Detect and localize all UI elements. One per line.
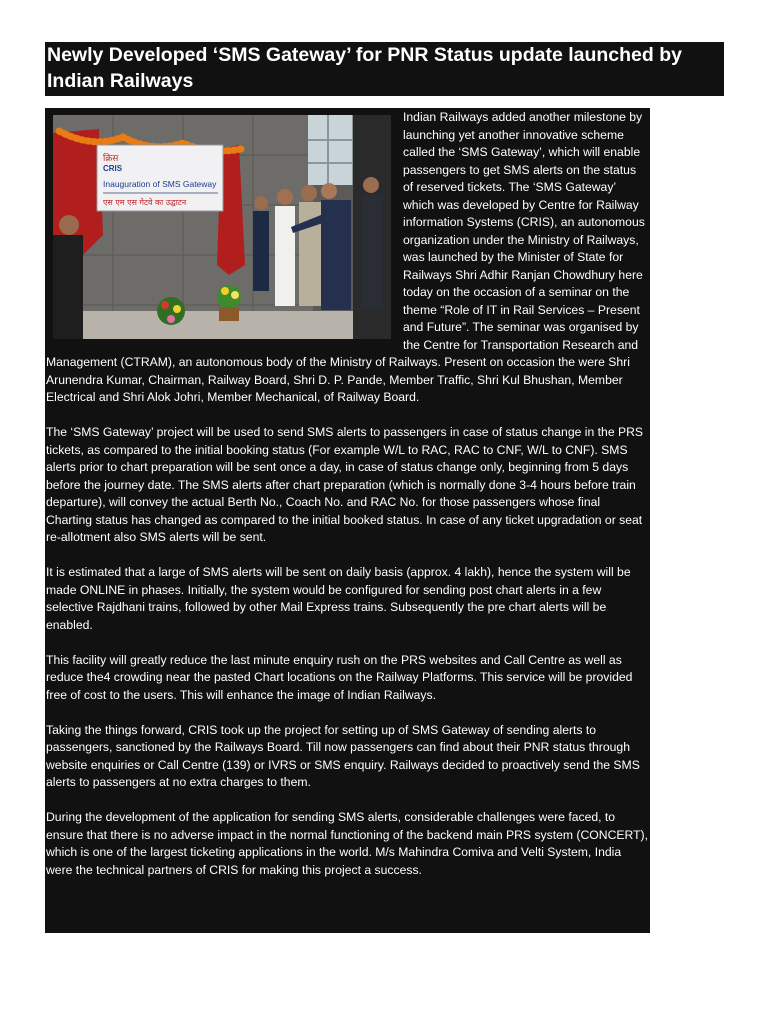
article-paragraph: This facility will greatly reduce the last minute enquiry rush on the PRS websites and Call Centre as well as reduce the4 crowding near the pasted Chart locations on the Railway Platforms. This service will be provided free of cost to the users. This will enhance the image of Indian Railways. (46, 652, 633, 702)
article-paragraph: Indian Railways added another milestone by launching yet another innovative scheme called the ‘SMS Gateway’, which will enable passengers to get SMS alerts on the status of reserved tickets. The ‘SMS Gateway’ which was developed by Centre for Railway information Systems (CRIS), an autonomous organization under the Ministry of Railways, was launched by the Minister of State for Railways Shri Adhir Ranjan Chowdhury here today on the occasion of a seminar on the theme “Role of IT in Rail Services – Present and Future”. The seminar was organised by the Centre for Transportation Research and Management (CTRAM), an autonomous body of the Ministry of Railways. Present on occasion the were Shri Arunendra Kumar, Chairman, Railway Board, Shri D. P. Pande, Member Traffic, Shri Kul Bhushan, Member Electrical and Shri Alok Johri, Member Mechanical, of Railway Board. (46, 110, 645, 404)
plaque-hindi-title: एस एम एस गेटवे का उद्घाटन (103, 198, 187, 207)
plaque-brand: CRIS (103, 164, 123, 173)
article-headline: Newly Developed ‘SMS Gateway’ for PNR Status update launched by Indian Railways (47, 44, 682, 92)
inauguration-photo-illustration (53, 115, 391, 339)
plaque-hindi-brand: क्रिस (103, 154, 119, 164)
headline-banner (45, 42, 724, 96)
article-body (45, 108, 650, 933)
article-paragraph: The ‘SMS Gateway’ project will be used to send SMS alerts to passengers in case of status change in the PRS tickets, as compared to the initial booking status (For example W/L to RAC, RAC to CNF, W/L to CNF). SMS alerts prior to chart preparation will be sent once a day, in case of status change only, beginning from 5 days before the journey date. The SMS alerts after chart preparation (which is normally done 3-4 hours before train departure), will convey the actual Berth No., Coach No. and RAC No. for those passengers whose final Charting status has changed as compared to the initial booked status. In case of any ticket upgradation or seat re-allotment also SMS alerts will be sent. (46, 425, 644, 544)
plaque-title: Inauguration of SMS Gateway (103, 179, 217, 189)
article-paragraph: Taking the things forward, CRIS took up the project for setting up of SMS Gateway of sending alerts to passengers, sanctioned by the Railways Board. Till now passengers can find about their PNR status through website enquiries or Call Centre (139) or IVRS or SMS enquiry. Railways decided to proactively send the SMS alerts to passengers at no extra charges to them. (46, 722, 640, 789)
article-paragraph: During the development of the application for sending SMS alerts, considerable challenges were faced, to ensure that there is no adverse impact in the normal functioning of the backend main PRS system (CONCERT), which is one of the largest ticketing applications in the world. M/s Mahindra Comiva and Velti System, India were the technical partners of CRIS for making this project a success. (46, 810, 648, 877)
article-paragraph: It is estimated that a large of SMS alerts will be sent on daily basis (approx. 4 lakh), hence the system will be made ONLINE in phases. Initially, the system would be configured for sending post chart alerts in a few selective Rajdhani trains, followed by other Mail Express trains. Subsequently the pre chart alerts will be enabled. (46, 565, 631, 632)
inauguration-photo (53, 115, 391, 339)
